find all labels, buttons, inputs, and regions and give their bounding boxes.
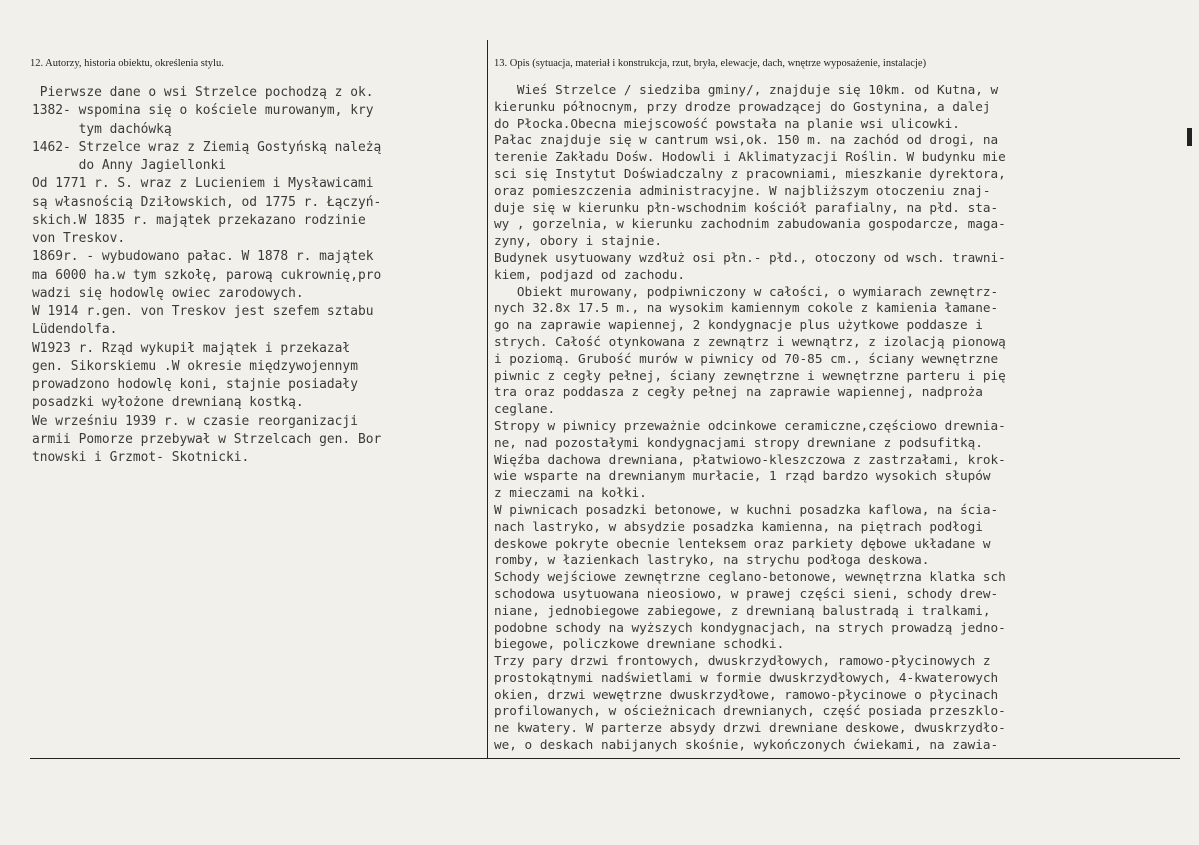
text-line: profilowanych, w ościeżnicach drewnianych, część posiada przeszklo- xyxy=(494,703,1006,719)
text-line: gen. Sikorskiemu .W okresie międzywojennym xyxy=(32,358,358,374)
text-line: i poziomą. Grubość murów w piwnicy od 70-85 cm., ściany wewnętrzne xyxy=(494,350,999,366)
text-line: biegowe, policzkowe drewniane schodki. xyxy=(494,636,785,652)
text-line: Pałac znajduje się w cantrum wsi,ok. 150 m. na zachód od drogi, na xyxy=(494,132,999,148)
text-line: we, o deskach nabijanych skośnie, wykończonych ćwiekami, na zawia- xyxy=(494,737,999,753)
text-line: Pierwsze dane o wsi Strzelce pochodzą z ok. xyxy=(32,85,374,100)
text-line: prostokątnymi nadświetlami w formie dwuskrzydłowych, 4-kwaterowych xyxy=(494,669,999,685)
text-line: nych 32.8x 17.5 m., na wysokim kamiennym cokole z kamienia łamane- xyxy=(494,300,999,316)
text-line: do Anny Jagiellonki xyxy=(32,158,227,173)
text-line: Schody wejściowe zewnętrzne ceglano-betonowe, wewnętrzna klatka sch xyxy=(494,569,1006,585)
margin-mark xyxy=(1187,128,1192,146)
text-line: piwnic z cegły pełnej, ściany zewnętrzne i wewnętrzne parteru i pię xyxy=(494,367,1006,383)
text-line: schodowa usytuowana nieosiowo, w prawej części sieni, schody drew- xyxy=(494,585,999,601)
text-line: do Płocka.Obecna miejscowość powstała na planie wsi ulicowki. xyxy=(494,115,960,131)
text-line: sci się Instytut Doświadczalny z pracowniami, mieszkanie dyrektora, xyxy=(494,165,1006,181)
text-line: ne, nad pozostałymi kondygnacjami stropy drewniane z podsufitką. xyxy=(494,434,983,450)
text-line: tym dachówką xyxy=(32,121,172,137)
text-line: Obiekt murowany, podpiwniczony w całości, o wymiarach zewnętrz- xyxy=(494,283,999,299)
text-line: zyny, obory i stajnie. xyxy=(494,233,663,249)
text-line: armii Pomorze przebywał w Strzelcach gen. Bor xyxy=(32,431,382,447)
bottom-rule xyxy=(30,758,1180,759)
text-line: ceglane. xyxy=(494,401,556,417)
text-line: wy , gorzelnia, w kierunku zachodnim zabudowania gospodarcze, maga- xyxy=(494,216,1006,232)
text-line: von Treskov. xyxy=(32,231,126,246)
text-line: niane, jednobiegowe zabiegowe, z drewnianą balustradą i tralkami, xyxy=(494,602,991,618)
text-line: Od 1771 r. S. wraz z Lucieniem i Mysławicami xyxy=(32,176,374,192)
text-line: terenie Zakładu Dośw. Hodowli i Aklimatyzacji Roślin. W budynku mie xyxy=(494,149,1006,165)
description-text xyxy=(494,82,1182,754)
text-line: We wrześniu 1939 r. w czasie reorganizacji xyxy=(32,413,358,429)
text-line: ma 6000 ha.w tym szkołę, parową cukrownię,pro xyxy=(32,267,382,283)
text-line: 1462- Strzelce wraz z Ziemią Gostyńską należą xyxy=(32,139,382,155)
text-line: 1869r. - wybudowano pałac. W 1878 r. majątek xyxy=(32,249,374,265)
history-text xyxy=(32,84,484,467)
text-line: deskowe pokryte obecnie lenteksem oraz parkiety dębowe układane w xyxy=(494,535,991,551)
text-line: 1382- wspomina się o kościele murowanym, kry xyxy=(32,103,374,119)
text-line: wadzi się hodowlę owiec zarodowych. xyxy=(32,285,304,301)
text-line: W1923 r. Rząd wykupił majątek i przekazał xyxy=(32,340,351,356)
text-line: Trzy pary drzwi frontowych, dwuskrzydłowych, ramowo-płycinowych z xyxy=(494,653,991,669)
text-line: okien, drzwi wewętrzne dwuskrzydłowe, ramowo-płycinowe o płycinach xyxy=(494,686,999,702)
section-12-heading: 12. Autorzy, historia obiektu, określenia stylu. xyxy=(30,58,224,69)
text-line: posadzki wyłożone drewnianą kostką. xyxy=(32,395,304,411)
text-line: prowadzono hodowlę koni, stajnie posiadały xyxy=(32,377,358,392)
text-line: Wieś Strzelce / siedziba gminy/, znajduje się 10km. od Kutna, w xyxy=(494,82,999,97)
text-line: kierunku północnym, przy drodze prowadzącej do Gostynina, a dalej xyxy=(494,98,991,114)
text-line: Lüdendolfa. xyxy=(32,322,118,338)
text-line: ne kwatery. W parterze absydy drzwi drewniane deskowe, dwuskrzydło- xyxy=(494,720,1006,736)
text-line: są własnością Dziłowskich, od 1775 r. Łączyń- xyxy=(32,194,382,210)
column-divider xyxy=(487,40,488,758)
text-line: W 1914 r.gen. von Treskov jest szefem sztabu xyxy=(32,304,374,319)
text-line: strych. Całość otynkowana z zewnątrz i wewnątrz, z izolacją pionową xyxy=(494,333,1006,349)
text-line: oraz pomieszczenia administracyjne. W najbliższym otoczeniu znaj- xyxy=(494,182,991,198)
text-line: Stropy w piwnicy przeważnie odcinkowe ceramiczne,częściowo drewnia- xyxy=(494,417,1006,433)
text-line: go na zaprawie wapiennej, 2 kondygnacje plus użytkowe poddasze i xyxy=(494,317,983,333)
text-line: Więźba dachowa drewniana, płatwiowo-kleszczowa z zastrzałami, krok- xyxy=(494,451,1006,467)
text-line: Budynek usytuowany wzdłuż osi płn.- płd., otoczony od wsch. trawni- xyxy=(494,249,1006,265)
text-line: kiem, podjazd od zachodu. xyxy=(494,266,685,282)
text-line: duje się w kierunku płn-wschodnim kościół parafialny, na płd. sta- xyxy=(494,199,999,215)
text-line: skich.W 1835 r. majątek przekazano rodzinie xyxy=(32,212,366,228)
text-line: tra oraz poddasza z cegły pełnej na zaprawie wapiennej, nadproża xyxy=(494,384,983,400)
text-line: romby, w łazienkach lastryko, na strychu podłoga deskowa. xyxy=(494,552,930,568)
text-line: podobne schody na wyższych kondygnacjach, na strych prowadzą jedno- xyxy=(494,619,1006,635)
text-line: W piwnicach posadzki betonowe, w kuchni posadzka kaflowa, na ścia- xyxy=(494,501,999,517)
text-line: nach lastryko, w absydzie posadzka kamienna, na piętrach podłogi xyxy=(494,518,983,534)
section-13-heading: 13. Opis (sytuacja, materiał i konstrukcja, rzut, bryła, elewacje, dach, wnętrze wyposażenie, instalacje) xyxy=(494,58,927,69)
text-line: tnowski i Grzmot- Skotnicki. xyxy=(32,450,250,465)
text-line: z mieczami na kołki. xyxy=(494,485,647,501)
text-line: wie wsparte na drewnianym murłacie, 1 rząd bardzo wysokich słupów xyxy=(494,468,991,484)
